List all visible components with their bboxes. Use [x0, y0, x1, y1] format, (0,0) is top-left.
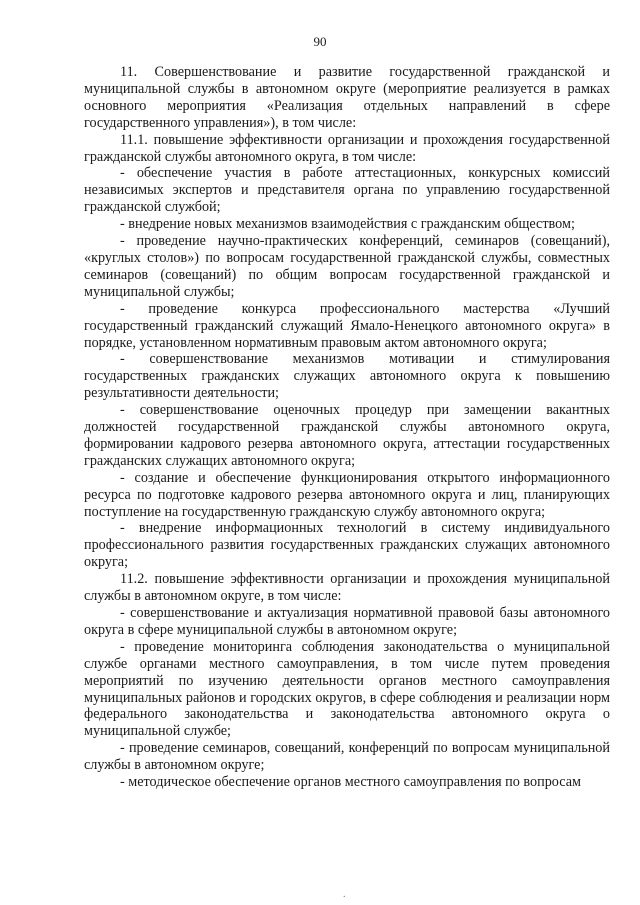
list-item: - методическое обеспечение органов местного самоуправления по вопросам — [120, 774, 581, 791]
list-item: - внедрение новых механизмов взаимодействия с гражданским обществом; — [120, 216, 575, 233]
list-item: - обеспечение участия в работе аттестационных, конкурсных комиссий независимых экспертов и представителя органа по управлению государственной гражданской службой; — [84, 165, 610, 216]
list-item: - внедрение информационных технологий в систему индивидуального профессионального развития государственных гражданских служащих автономного округа; — [84, 520, 610, 571]
document-body — [84, 64, 610, 791]
list-item: - совершенствование оценочных процедур при замещении вакантных должностей государственной гражданской службы автономного округа, формировании кадрового резерва автономного округа, аттестации государственных гражданских служащих автономного округа; — [84, 402, 610, 469]
list-item: - совершенствование механизмов мотивации и стимулирования государственных гражданских служащих автономного округа к повышению результативности деятельности; — [84, 351, 610, 402]
scan-mark: . — [343, 889, 346, 900]
paragraph-11-2: 11.2. повышение эффективности организации и прохождения муниципальной службы в автономном округе, в том числе: — [84, 571, 610, 605]
list-item: - совершенствование и актуализация нормативной правовой базы автономного округа в сфере муниципальной службы в автономном округе; — [84, 605, 610, 638]
list-item: - создание и обеспечение функционирования открытого информационного ресурса по подготовке кадрового резерва автономного округа и лиц, планирующих поступление на государственную гражданскую службу автономного округа; — [84, 469, 610, 520]
paragraph-11-1: 11.1. повышение эффективности организации и прохождения государственной гражданской службы автономного округа, в том числе: — [84, 131, 610, 165]
paragraph-11: 11. Совершенствование и развитие государственной гражданской и муниципальной службы в автономном округе (мероприятие реализуется в рамках основного мероприятия «Реализация отдельных направлений в сфере государственного управления»), в том числе: — [84, 64, 610, 131]
list-item: - проведение научно-практических конференций, семинаров (совещаний), «круглых столов») по вопросам государственной гражданской службы, совместных семинаров (совещаний) по общим вопросам государственной гражданской и муниципальной службы; — [84, 233, 610, 300]
list-item: - проведение мониторинга соблюдения законодательства о муниципальной службе органами местного самоуправления, в том числе путем проведения мероприятий по изучению деятельности органов местного самоуправления муниципальных районов и городских округов, в сфере соблюдения и реализации норм федерального законодательства и законодательства автономного округа о муниципальной службе; — [84, 638, 610, 740]
list-item: - проведение конкурса профессионального мастерства «Лучший государственный гражданский служащий Ямало-Ненецкого автономного округа» в порядке, установленном нормативным правовым актом автономного округа; — [84, 300, 610, 351]
list-item: - проведение семинаров, совещаний, конференций по вопросам муниципальной службы в автономном округе; — [84, 740, 610, 774]
page-number: 90 — [313, 34, 327, 49]
